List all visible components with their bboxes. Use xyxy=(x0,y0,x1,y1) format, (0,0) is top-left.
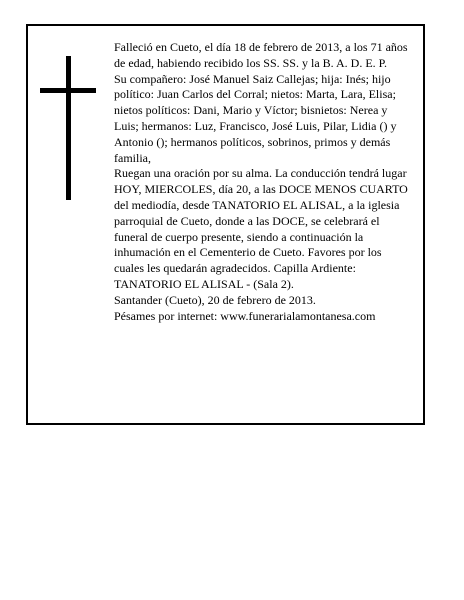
place-date-line: Santander (Cueto), 20 de febrero de 2013. xyxy=(114,292,316,307)
death-announcement-paragraph: Falleció en Cueto, el día 18 de febrero de 2013, a los 71 años de edad, habiendo recibido los SS. SS. y la B. A. D. E. P. xyxy=(114,40,408,70)
cross-vertical-bar xyxy=(66,56,71,200)
family-paragraph: Su compañero: José Manuel Saiz Callejas; hija: Inés; hijo político: Juan Carlos del Corral; nietos: Marta, Lara, Elisa; nietos políticos: Dani, Mario y Víctor; bisnietos: Nerea y Luis; hermanos: Luz, Francisco, José Luis, Pilar, Lidia () y Antonio (); hermanos políticos, sobrinos, primos y demás familia, xyxy=(114,71,397,165)
cross-icon xyxy=(40,56,96,200)
obituary-text xyxy=(114,40,414,324)
cross-horizontal-bar xyxy=(40,88,96,93)
condolences-line: Pésames por internet: www.funerarialamontanesa.com xyxy=(114,308,376,323)
funeral-details-paragraph: Ruegan una oración por su alma. La conducción tendrá lugar HOY, MIERCOLES, día 20, a las DOCE MENOS CUARTO del mediodía, desde TANATORIO EL ALISAL, a la iglesia parroquial de Cueto, donde a las DOCE, se celebrará el funeral de cuerpo presente, siendo a continuación la inhumación en el Cementerio de Cueto. Favores por los cuales les quedarán agradecidos. Capilla Ardiente: TANATORIO EL ALISAL - (Sala 2). xyxy=(114,166,408,291)
obituary-notice xyxy=(26,24,425,425)
